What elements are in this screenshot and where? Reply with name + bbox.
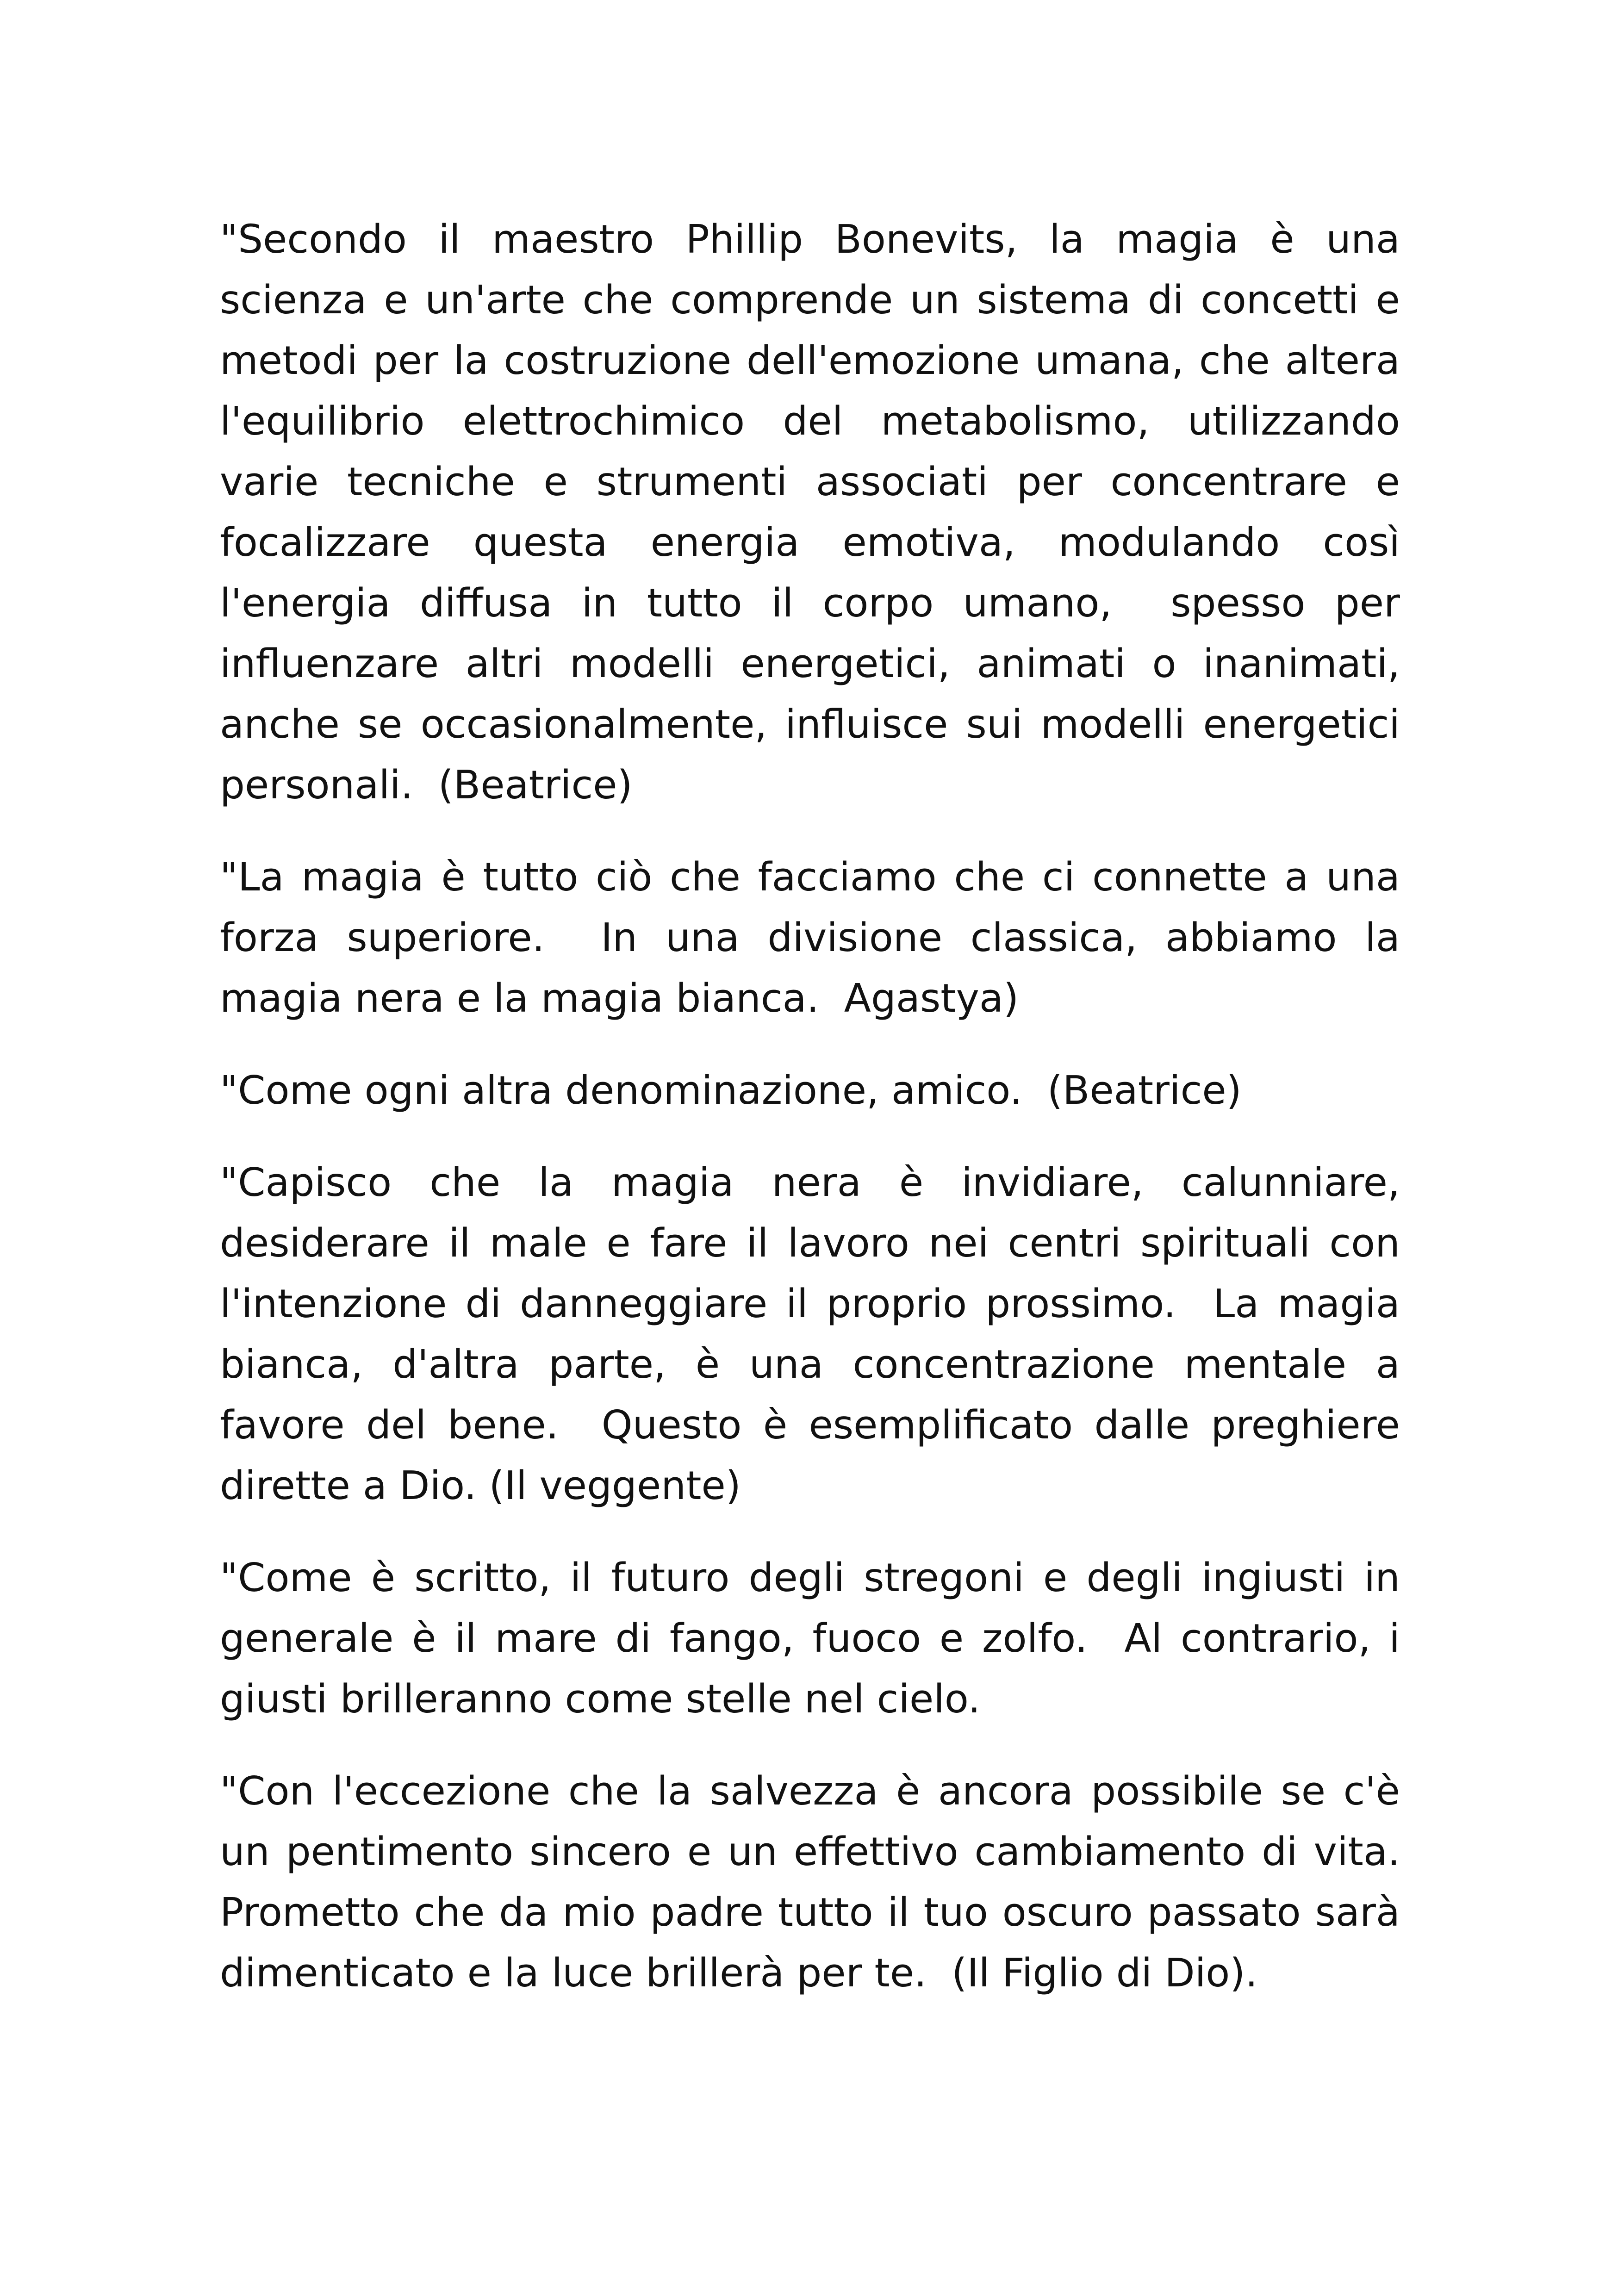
paragraph-6: "Con l'eccezione che la salvezza è ancora possibile se c'è un pentimento sincero e un effettivo cambiamento di vita. Prometto che da mio padre tutto il tuo oscuro passato sarà dimenticato e la luce brillerà per te. (Il Figlio di Dio). xyxy=(220,1768,1425,1996)
paragraph-2: "La magia è tutto ciò che facciamo che ci connette a una forza superiore. In una divisione classica, abbiamo la magia nera e la magia bianca. Agastya) xyxy=(220,854,1413,1021)
paragraph-3: "Come ogni altra denominazione, amico. (Beatrice) xyxy=(220,1068,1242,1114)
paragraph-1: "Secondo il maestro Phillip Bonevits, la magia è una scienza e un'arte che comprende un sistema di concetti e metodi per la costruzione dell'emozione umana, che altera l'equilibrio elettrochimico del metabolismo, utilizzando varie tecniche e strumenti associati per concentrare e focalizzare questa energia emotiva, modulando così l'energia diffusa in tutto il corpo umano, spesso per influenzare altri modelli energetici, animati o inanimati, anche se occasionalmente, influisce sui modelli energetici personali. (Beatrice) xyxy=(220,217,1413,808)
paragraph-5: "Come è scritto, il futuro degli stregoni e degli ingiusti in generale è il mare di fango, fuoco e zolfo. Al contrario, i giusti brilleranno come stelle nel cielo. xyxy=(220,1555,1413,1722)
document-body xyxy=(220,209,1425,2035)
paragraph-4: "Capisco che la magia nera è invidiare, calunniare, desiderare il male e fare il lavoro nei centri spirituali con l'intenzione di danneggiare il proprio prossimo. La magia bianca, d'altra parte, è una concentrazione mentale a favore del bene. Questo è esemplificato dalle preghiere dirette a Dio. (Il veggente) xyxy=(220,1160,1413,1509)
